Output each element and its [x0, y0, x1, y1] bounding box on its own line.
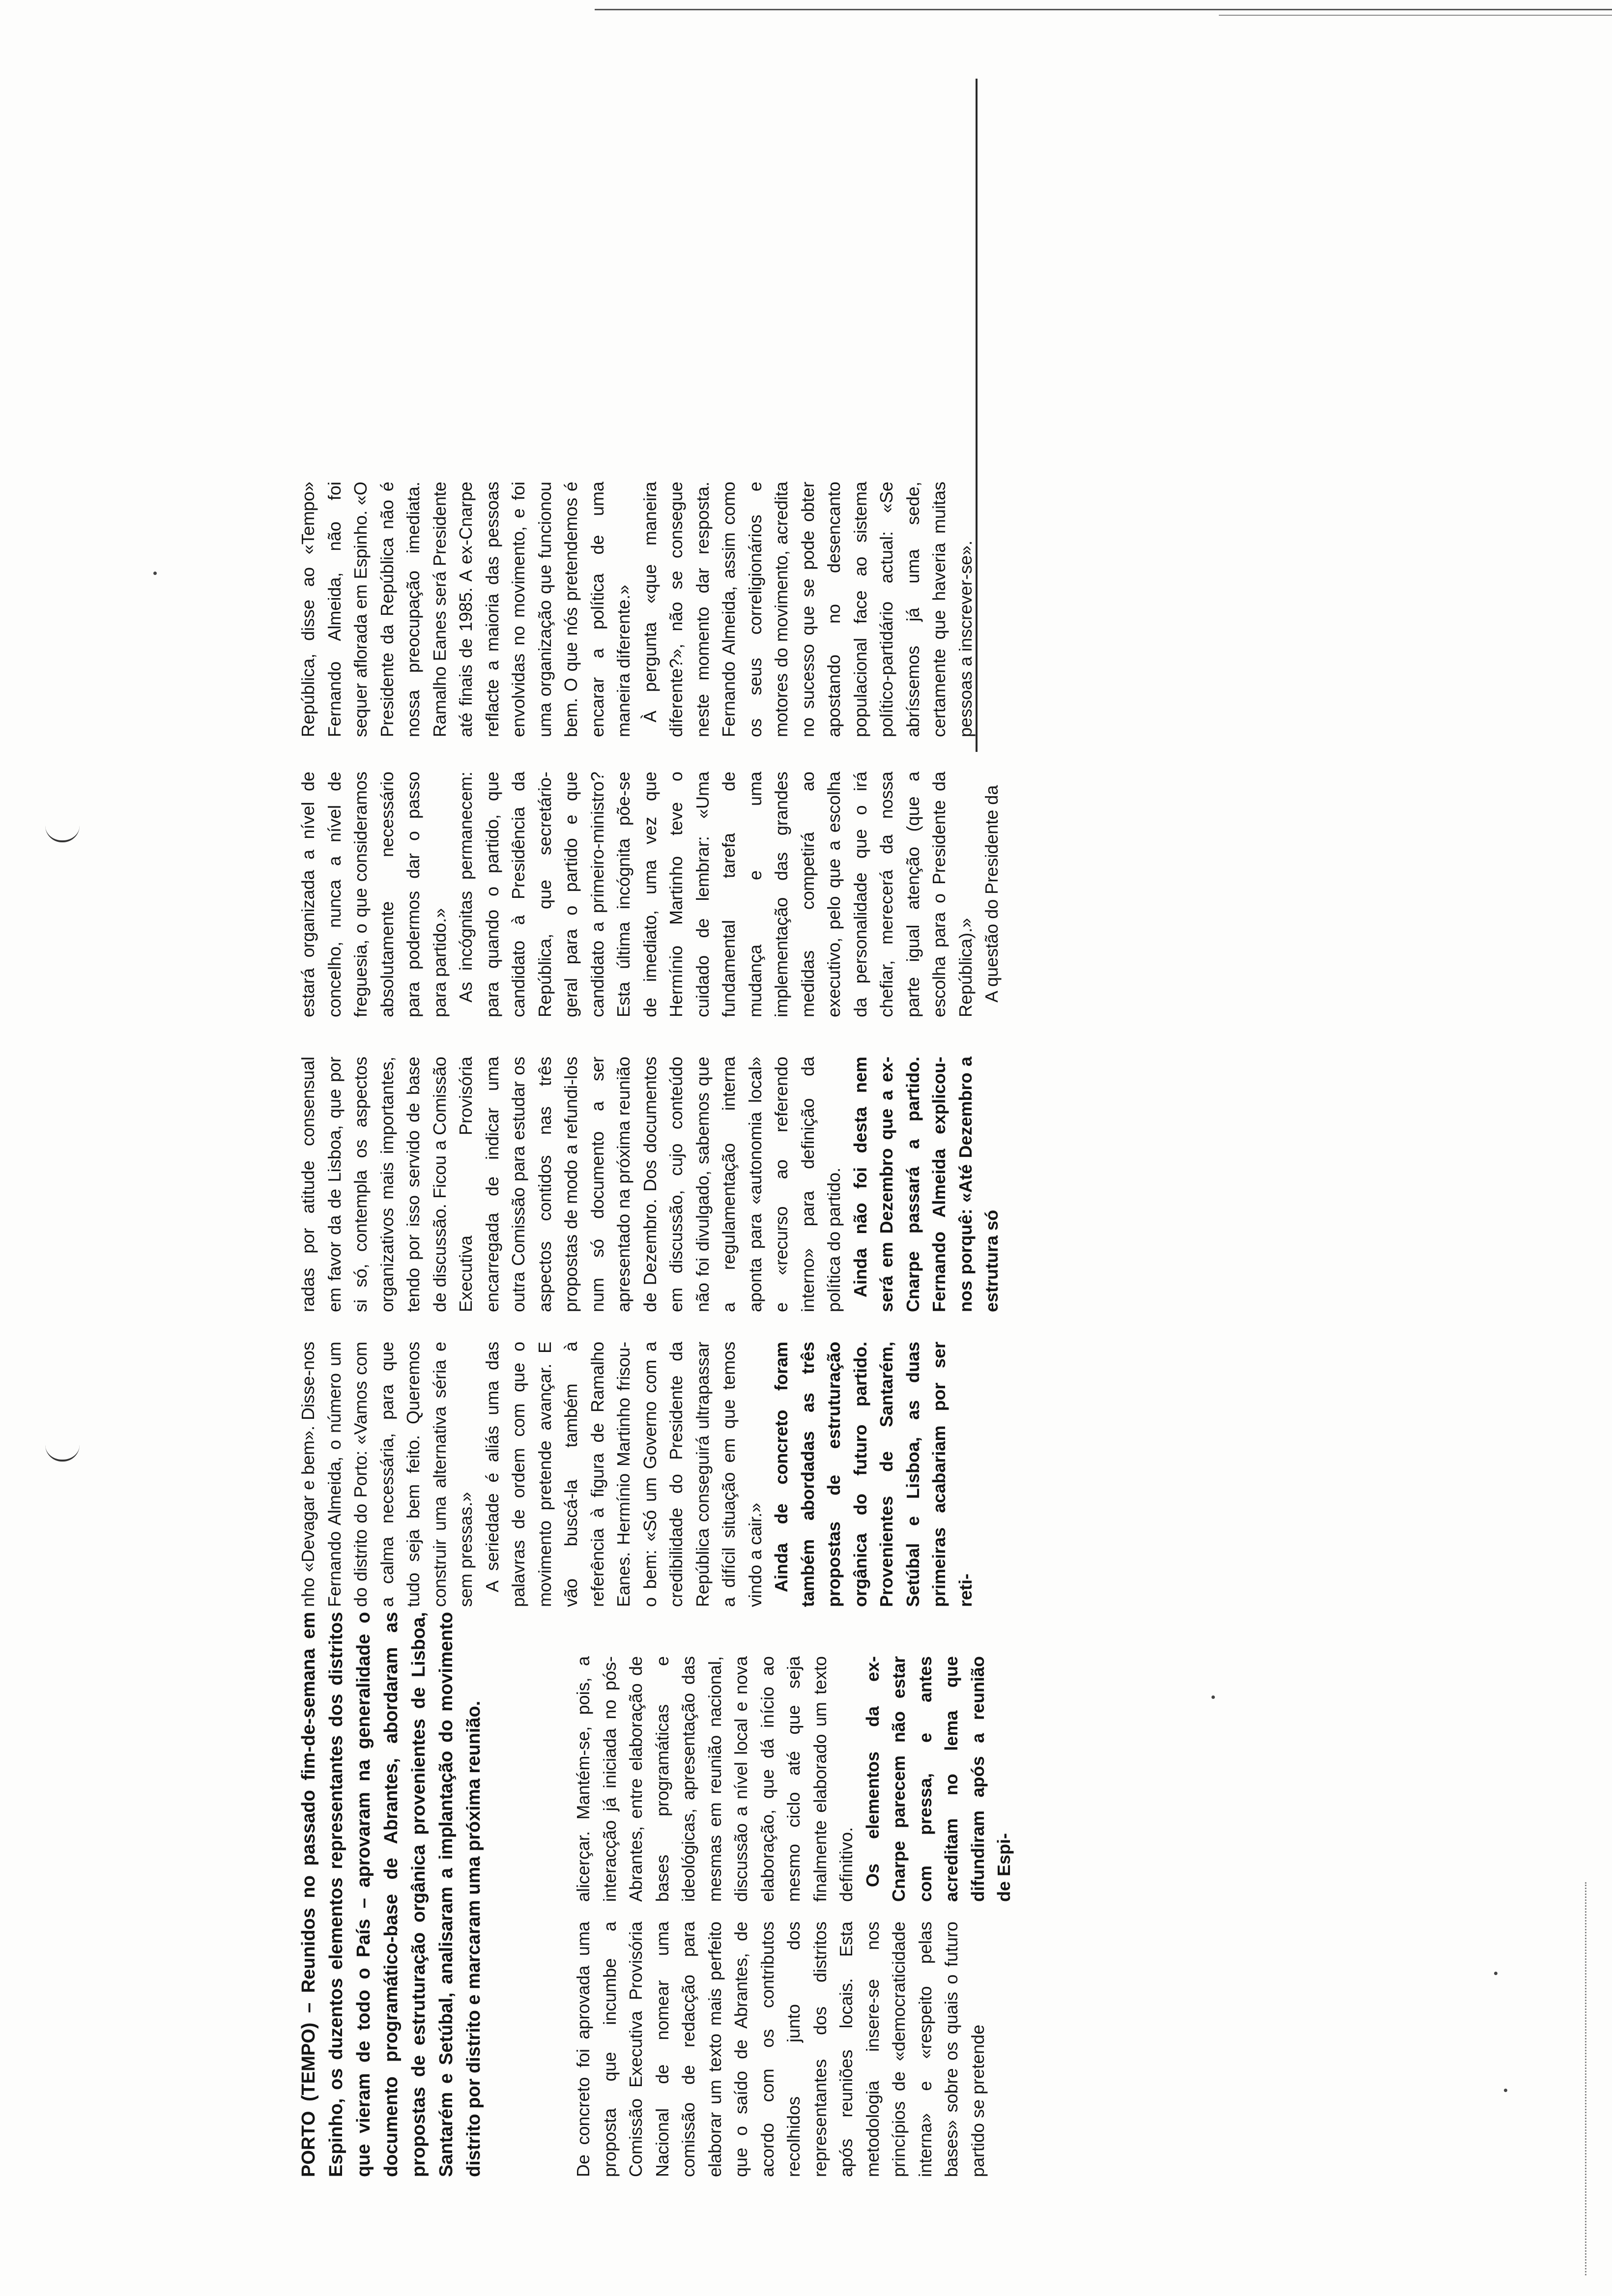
ink-speck — [153, 572, 157, 575]
paragraph: A questão do Presidente da — [981, 785, 1002, 1003]
paragraph: República, disse ao «Tempo» Fernando Almeida, não foi sequer aflorada em Espinho. «O Presidente da República não é nossa preocupação imediata. Ramalho Eanes será Presidente até finais de 1985. A ex-Cnarpe reflacte a maioria das pessoas envolvidas no movimento, e foi uma organização que funcionou bem. O que nós pretendemos é encarar a política de uma maneira diferente.» — [298, 482, 633, 737]
article-column-3 — [295, 1342, 979, 1607]
paragraph: Ainda não foi desta nem será em Dezembro que a ex-Cnarpe passará a partido. Fernando Almeida explicou-nos porquê: «Até Dezembro a estrutura só — [850, 1057, 1002, 1312]
paragraph: A seriedade é aliás uma das palavras de ordem com que o movimento pretende avançar. E vão buscá-la também à referência à figura de Ramalho Eanes. Hermínio Martinho frisou-o bem: «Só um Governo com a credibilidade do Presidente da República conseguirá ultrapassar a difícil situação em que temos vindo a cair.» — [482, 1342, 765, 1607]
page-edge-rule — [595, 9, 1612, 10]
margin-dots — [1585, 1882, 1589, 2275]
paragraph: estará organizada a nível de concelho, nunca a nível de freguesia, o que consideramos absolutamente necessário para podermos dar o passo para partido.» — [298, 772, 450, 1017]
page-edge-rule-secondary — [1219, 15, 1612, 16]
paragraph: radas por atitude consensual em favor da de Lisboa, que por si só, contempla os aspectos organizativos mais importantes, tendo por isso servido de base de discussão. Ficou a Comissão Executiva Provisória encarregada de indicar uma outra Comissão para estudar os aspectos contidos nas três propostas de modo a refundi-los num só documento a ser apresentado na próxima reunião de Dezembro. Dos documentos em discussão, cujo conteúdo não foi divulgado, sabemos que a regulamentação interna aponta para «autonomia local» e «recurso ao referendo interno» para definição da política do partido. — [298, 1057, 844, 1312]
paragraph: Os elementos da ex-Cnarpe parecem não estar com pressa, e antes acreditam no lema que difundiram após a reunião de Espi- — [862, 1656, 1014, 1902]
paragraph: À pergunta «que maneira diferente?», não se consegue neste momento dar resposta. Fernando Almeida, assim como os seus correligionários e motores do movimento, acredita no sucesso que se pode obter apostando no desencanto populacional face ao sistema político-partidário actual: «Se abríssemos já uma sede, certamente que haveria muitas pessoas a inscrever-se». — [639, 482, 976, 737]
paragraph: De concreto foi aprovada uma proposta que incumbe a Comissão Executiva Provisória Nacional de nomear uma comissão de redacção para elaborar um texto mais perfeito que o saído de Abrantes, de acordo com os contributos recolhidos junto dos representantes dos distritos após reuniões locais. Esta metodologia insere-se nos princípios de «democraticidade interna» e «respeito pelas bases» sobre os quais o futuro partido se pretende — [573, 1922, 988, 2177]
article-column-5 — [295, 772, 1005, 1017]
article-column-1 — [570, 1922, 991, 2177]
article-lead: PORTO (TEMPO) – Reunidos no passado fim-de-semana em Espinho, os duzentos elementos representantes dos distritos que vieram de todo o País – aprovaram na generalidade o documento programático-base de Abrantes, abordaram as propostas de estruturação orgânica provenientes de Lisboa, Santarém e Setúbal, analisaram a implantação do movimento distrito por distrito e marcaram uma próxima reunião. — [298, 1612, 484, 2177]
rotated-article-body — [295, 54, 1014, 2177]
ink-speck — [1504, 2089, 1507, 2092]
ink-speck — [1211, 1695, 1215, 1699]
article-column-4 — [295, 1057, 1005, 1312]
paragraph: As incógnitas permanecem: para quando o partido, que candidato à Presidência da República, que secretário-geral para o partido e que candidato a primeiro-ministro? Esta última incógnita põe-se de imediato, uma vez que Hermínio Martinho teve o cuidado de lembrar: «Uma fundamental tarefa de mudança e uma implementação das grandes medidas competirá ao executivo, pelo que a escolha da personalidade que o irá chefiar, merecerá da nossa parte igual atenção (que a escolha para o Presidente da República).» — [456, 772, 976, 1017]
article-column-6 — [295, 482, 979, 737]
paragraph: nho «Devagar e bem». Disse-nos Fernando Almeida, o número um do distrito do Porto: «Vamos com a calma necessária, para que tudo seja bem feito. Queremos construir uma alternativa séria e sem pressas.» — [298, 1342, 476, 1607]
newspaper-article — [295, 54, 1014, 2177]
ink-speck — [1494, 1972, 1497, 1975]
paragraph: alicerçar. Mantém-se, pois, a interacção já iniciada no pós-Abrantes, entre elaboração de bases programáticas e ideológicas, apresentação das mesmas em reunião nacional, discussão a nível local e nova elaboração, que dá início ao mesmo ciclo até que seja finalmente elaborado um texto definitivo. — [573, 1656, 856, 1902]
article-column-2 — [570, 1656, 1017, 1902]
paragraph: Ainda de concreto foram também abordadas as três propostas de estruturação orgânica do futuro partido. Provenientes de Santarém, Setúbal e Lisboa, as duas primeiras acabariam por ser reti- — [771, 1342, 976, 1607]
